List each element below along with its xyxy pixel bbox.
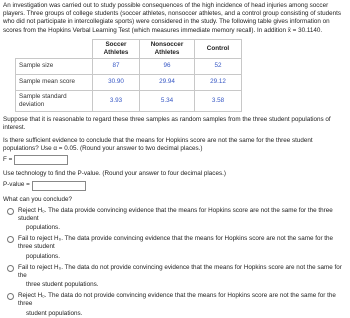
table-cell: 29.12 (195, 74, 242, 90)
pvalue-answer-input[interactable] (32, 181, 86, 191)
row-label: Sample size (16, 58, 93, 74)
f-label: F = (3, 156, 13, 164)
table-row (16, 74, 242, 90)
option-text-line2: populations. (26, 224, 60, 232)
radio-button[interactable] (7, 265, 14, 272)
table-cell: 30.90 (93, 74, 140, 90)
assumption-text: Suppose that it is reasonable to regard these three samples as random samples from the three student populations of interest. (3, 115, 331, 131)
stats-table (15, 39, 242, 112)
option-fail-convincing[interactable] (3, 235, 347, 261)
row-label: Sample standard deviation (16, 90, 93, 111)
table-header-row (16, 39, 242, 58)
option-reject-not-convincing[interactable] (3, 292, 347, 318)
f-row (3, 155, 347, 165)
table-cell: 3.93 (93, 90, 140, 111)
pvalue-row (3, 181, 347, 191)
table-cell: 52 (195, 58, 242, 74)
table-cell: 5.34 (140, 90, 195, 111)
option-reject-convincing[interactable] (3, 207, 347, 233)
radio-button[interactable] (7, 293, 14, 300)
conclude-prompt: What can you conclude? (3, 195, 72, 203)
table-corner (16, 39, 93, 58)
header-soccer: Soccer Athletes (93, 39, 140, 58)
table-row (16, 90, 242, 111)
radio-button[interactable] (7, 236, 14, 243)
pvalue-instruction: Use technology to find the P-value. (Round your answer to four decimal places.) (3, 170, 226, 178)
option-fail-not-convincing[interactable] (3, 264, 347, 290)
table-cell: 87 (93, 58, 140, 74)
option-text-line1: Reject H₀. The data provide convincing evidence that the means for Hopkins score are not the same for the three student (18, 206, 333, 222)
question-text: Is there sufficient evidence to conclude that the means for Hopkins score are not the same for the three student populations? Use α = 0.05. (Round your answer to two decimal places.) (3, 137, 313, 153)
radio-button[interactable] (7, 208, 14, 215)
table-row (16, 58, 242, 74)
option-text-line2: three student populations. (26, 281, 99, 289)
row-label: Sample mean score (16, 74, 93, 90)
pvalue-label: P-value = (3, 181, 30, 189)
header-control: Control (195, 39, 242, 58)
intro-text: An investigation was carried out to study possible consequences of the high incidence of head injuries among soccer players. Three groups of college students (soccer athletes, nonsoccer athletes, and a control group consisting of students who did not participate in intercollegiate sports) were considered in the study. The following table gives information on scores from the Hopkins Verbal Learning Test (which measures immediate memory recall). In addition x̄ = 30.1140. (3, 2, 342, 34)
option-text-line2: populations. (26, 252, 60, 260)
table-cell: 96 (140, 58, 195, 74)
table-cell: 29.94 (140, 74, 195, 90)
option-text-line2: student populations. (26, 309, 83, 317)
table-cell: 3.58 (195, 90, 242, 111)
option-text-line1: Fail to reject H₀. The data provide convincing evidence that the means for Hopkins score are not the same for the three student (18, 235, 334, 251)
header-nonsoccer: Nonsoccer Athletes (140, 39, 195, 58)
option-text-line1: Fail to reject H₀. The data do not provide convincing evidence that the means for Hopkins score are not the same for the (18, 263, 342, 279)
f-answer-input[interactable] (14, 155, 68, 165)
option-text-line1: Reject H₀. The data do not provide convincing evidence that the means for Hopkins score are not the same for the three (18, 292, 336, 308)
